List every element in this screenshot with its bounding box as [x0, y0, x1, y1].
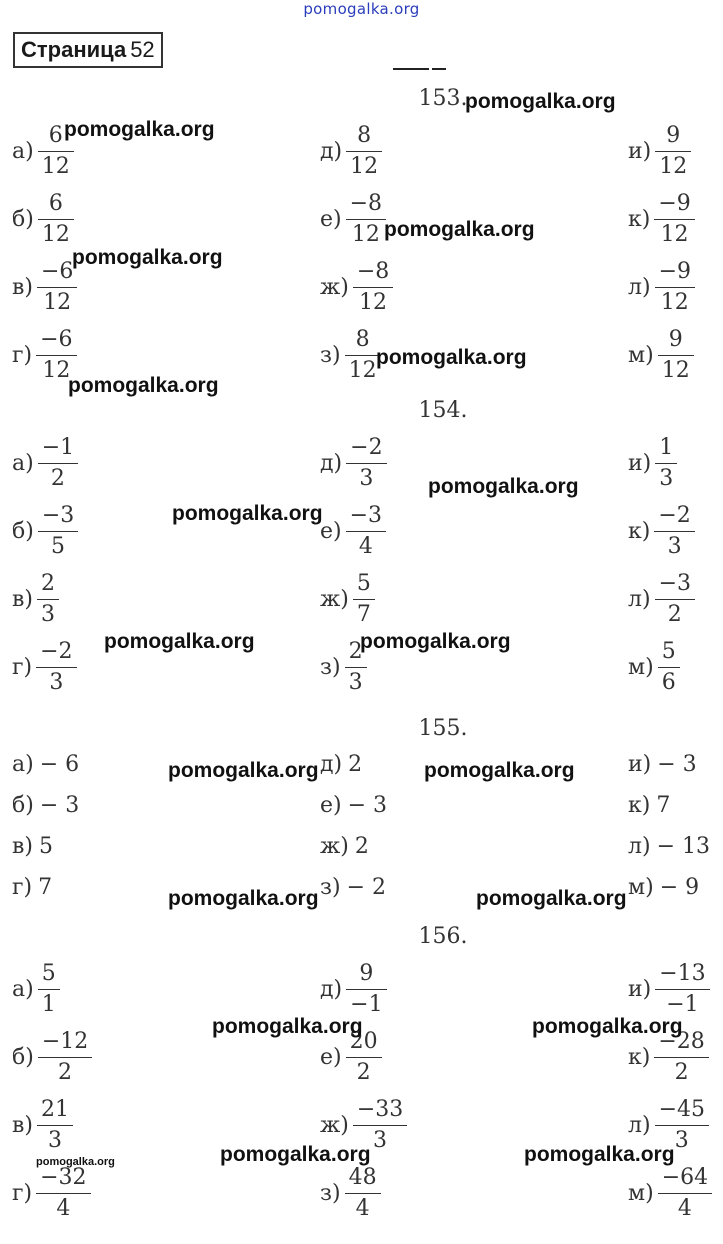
- answer-item: [628, 190, 695, 249]
- numerator: 5: [41, 961, 56, 986]
- numerator: 9: [668, 327, 683, 352]
- fraction: [38, 190, 74, 249]
- fraction: [658, 1164, 712, 1223]
- answer-item: [12, 793, 79, 818]
- denominator: 6: [658, 667, 680, 697]
- numerator: −1: [41, 435, 75, 460]
- answer-item: [12, 434, 78, 493]
- item-label: ж): [320, 587, 349, 612]
- fraction: [346, 502, 386, 561]
- answer-item: [12, 1028, 92, 1087]
- item-label: б): [12, 519, 34, 544]
- numerator: −12: [41, 1029, 89, 1054]
- numerator: 1: [659, 435, 674, 460]
- denominator: 12: [658, 355, 694, 385]
- numerator: −3: [41, 503, 75, 528]
- denominator: 1: [38, 989, 60, 1019]
- answer-item: [628, 638, 680, 697]
- answer-item: [628, 434, 677, 493]
- answer-item: [628, 960, 710, 1019]
- numerator: −3: [349, 503, 383, 528]
- watermark-small: pomogalka.org: [36, 1156, 115, 1168]
- answer-item: [320, 752, 362, 777]
- watermark: pomogalka.org: [72, 246, 223, 269]
- item-label: м): [628, 655, 654, 680]
- fraction: [36, 1164, 90, 1223]
- denominator: 2: [38, 463, 78, 493]
- numerator: −9: [658, 191, 691, 216]
- answer-value: − 13: [656, 834, 710, 859]
- answer-item: [320, 502, 386, 561]
- item-label: е): [320, 793, 342, 818]
- answer-item: [12, 638, 77, 697]
- item-label: и): [628, 139, 652, 164]
- answer-item: [320, 122, 382, 181]
- item-label: к): [628, 519, 651, 544]
- answer-item: [320, 570, 375, 629]
- denominator: 3: [655, 1125, 709, 1155]
- item-label: и): [628, 752, 652, 777]
- item-label: м): [628, 343, 654, 368]
- denominator: 3: [37, 599, 59, 629]
- answer-item: [628, 258, 695, 317]
- answer-item: [12, 326, 77, 385]
- denominator: 4: [36, 1193, 90, 1223]
- numerator: −2: [350, 435, 383, 460]
- item-label: а): [12, 752, 34, 777]
- answer-item: [12, 752, 79, 777]
- numerator: −6: [40, 327, 73, 352]
- fraction: [655, 434, 677, 493]
- page-header: [13, 32, 163, 68]
- denominator: 4: [658, 1193, 712, 1223]
- answer-item: [12, 1096, 73, 1155]
- item-label: а): [12, 977, 34, 1002]
- answer-item: [628, 793, 670, 818]
- item-label: м): [628, 1181, 654, 1206]
- watermark: pomogalka.org: [168, 887, 319, 910]
- item-label: д): [320, 139, 343, 164]
- fraction: [346, 122, 382, 181]
- fraction: [654, 502, 694, 561]
- watermark: pomogalka.org: [376, 346, 527, 369]
- page-number: 52: [130, 37, 155, 62]
- item-label: б): [12, 207, 34, 232]
- denominator: 12: [655, 151, 691, 181]
- numerator: 9: [666, 123, 681, 148]
- fraction: [655, 570, 695, 629]
- item-label: а): [12, 139, 34, 164]
- denominator: 12: [38, 219, 74, 249]
- watermark: pomogalka.org: [476, 887, 627, 910]
- answer-item: [320, 326, 381, 385]
- answer-item: [12, 258, 77, 317]
- item-label: в): [12, 1113, 33, 1138]
- numerator: −8: [349, 191, 383, 216]
- denominator: 3: [353, 1125, 407, 1155]
- fraction: [38, 502, 78, 561]
- item-label: з): [320, 655, 341, 680]
- answer-value: − 3: [657, 752, 697, 777]
- numerator: −2: [40, 639, 73, 664]
- watermark: pomogalka.org: [360, 630, 511, 653]
- watermark: pomogalka.org: [104, 630, 255, 653]
- item-label: к): [628, 1045, 651, 1070]
- item-label: з): [320, 875, 341, 900]
- item-label: е): [320, 207, 342, 232]
- answer-item: [628, 570, 695, 629]
- item-label: г): [12, 1181, 33, 1206]
- answer-value: 7: [38, 875, 53, 900]
- watermark: pomogalka.org: [64, 118, 215, 141]
- problem-title: 156.: [418, 924, 468, 949]
- watermark: pomogalka.org: [220, 1143, 371, 1166]
- answer-value: 7: [656, 793, 671, 818]
- answer-item: [12, 875, 52, 900]
- answer-item: [628, 122, 691, 181]
- denominator: −1: [346, 989, 386, 1019]
- watermark: pomogalka.org: [212, 1015, 363, 1038]
- divider-dash: [432, 68, 446, 70]
- denominator: 3: [37, 1125, 73, 1155]
- fraction: [353, 258, 393, 317]
- answer-item: [628, 752, 697, 777]
- item-label: в): [12, 834, 33, 859]
- denominator: 12: [655, 287, 695, 317]
- numerator: 6: [48, 191, 63, 216]
- item-label: к): [628, 207, 651, 232]
- denominator: 2: [38, 1057, 92, 1087]
- watermark: pomogalka.org: [532, 1015, 683, 1038]
- item-label: г): [12, 343, 33, 368]
- item-label: е): [320, 1045, 342, 1070]
- numerator: 6: [48, 123, 63, 148]
- denominator: −1: [655, 989, 709, 1019]
- site-watermark-top: pomogalka.org: [303, 0, 420, 18]
- fraction: [37, 1096, 73, 1155]
- numerator: −6: [40, 259, 74, 284]
- answer-item: [12, 190, 74, 249]
- problem-title: 153.: [418, 86, 468, 111]
- answer-value: 2: [354, 834, 369, 859]
- fraction: [655, 122, 691, 181]
- answer-value: − 3: [39, 793, 80, 818]
- denominator: 2: [346, 1057, 382, 1087]
- fraction: [353, 570, 375, 629]
- watermark: pomogalka.org: [465, 90, 616, 113]
- numerator: 2: [348, 639, 363, 664]
- answer-item: [628, 326, 694, 385]
- item-label: а): [12, 451, 34, 476]
- answer-item: [12, 834, 53, 859]
- fraction: [38, 434, 78, 493]
- answer-item: [12, 502, 78, 561]
- denominator: 3: [654, 531, 694, 561]
- denominator: 3: [36, 667, 76, 697]
- page-header-word: Страница: [21, 37, 127, 62]
- answer-item: [628, 1164, 712, 1223]
- numerator: −8: [356, 259, 390, 284]
- item-label: д): [320, 451, 343, 476]
- item-label: л): [628, 834, 651, 859]
- item-label: г): [12, 655, 33, 680]
- item-label: м): [628, 875, 654, 900]
- item-label: и): [628, 451, 652, 476]
- item-label: б): [12, 1045, 34, 1070]
- fraction: [36, 638, 76, 697]
- fraction: [37, 570, 59, 629]
- item-label: ж): [320, 275, 349, 300]
- watermark: pomogalka.org: [172, 502, 323, 525]
- denominator: 3: [346, 463, 386, 493]
- numerator: 21: [40, 1097, 69, 1122]
- denominator: 4: [345, 1193, 381, 1223]
- item-label: е): [320, 519, 342, 544]
- answer-item: [320, 834, 369, 859]
- denominator: 12: [38, 151, 74, 181]
- numerator: −13: [659, 961, 706, 986]
- denominator: 2: [654, 1057, 708, 1087]
- numerator: −28: [658, 1029, 705, 1054]
- numerator: −33: [356, 1097, 404, 1122]
- denominator: 3: [655, 463, 677, 493]
- answer-item: [320, 258, 393, 317]
- item-label: д): [320, 752, 343, 777]
- numerator: −2: [658, 503, 691, 528]
- numerator: 8: [357, 123, 372, 148]
- denominator: 5: [38, 531, 78, 561]
- answer-value: 2: [348, 752, 363, 777]
- problem-title: 155.: [418, 716, 468, 741]
- fraction: [658, 326, 694, 385]
- watermark: pomogalka.org: [68, 374, 219, 397]
- item-label: г): [12, 875, 33, 900]
- denominator: 12: [345, 355, 381, 385]
- denominator: 12: [36, 355, 76, 385]
- answer-item: [12, 960, 60, 1019]
- answer-item: [12, 570, 59, 629]
- numerator: −45: [658, 1097, 705, 1122]
- item-label: ж): [320, 834, 349, 859]
- item-label: з): [320, 343, 341, 368]
- item-label: в): [12, 587, 33, 612]
- item-label: ж): [320, 1113, 349, 1138]
- denominator: 12: [654, 219, 694, 249]
- numerator: 9: [359, 961, 374, 986]
- answer-value: 5: [38, 834, 53, 859]
- answer-value: − 6: [39, 752, 80, 777]
- answer-item: [320, 960, 387, 1019]
- numerator: 5: [356, 571, 371, 596]
- item-label: б): [12, 793, 34, 818]
- numerator: −9: [658, 259, 691, 284]
- denominator: 12: [353, 287, 393, 317]
- fraction: [346, 960, 386, 1019]
- item-label: к): [628, 793, 651, 818]
- answer-item: [320, 793, 387, 818]
- answer-item: [628, 875, 699, 900]
- watermark: pomogalka.org: [424, 759, 575, 782]
- answer-item: [628, 502, 695, 561]
- fraction: [346, 434, 386, 493]
- item-label: в): [12, 275, 33, 300]
- item-label: д): [320, 977, 343, 1002]
- fraction: [655, 258, 695, 317]
- numerator: −64: [661, 1165, 709, 1190]
- answer-value: − 9: [659, 875, 700, 900]
- fraction: [655, 960, 709, 1019]
- answer-value: − 2: [346, 875, 387, 900]
- watermark: pomogalka.org: [168, 759, 319, 782]
- denominator: 7: [353, 599, 375, 629]
- numerator: −3: [658, 571, 691, 596]
- numerator: 48: [348, 1165, 377, 1190]
- answer-item: [320, 1164, 381, 1223]
- answer-item: [12, 1164, 91, 1223]
- denominator: 12: [346, 219, 386, 249]
- item-label: л): [628, 587, 651, 612]
- watermark: pomogalka.org: [524, 1143, 675, 1166]
- watermark: pomogalka.org: [384, 218, 535, 241]
- item-label: л): [628, 275, 651, 300]
- answer-item: [320, 875, 386, 900]
- denominator: 2: [655, 599, 695, 629]
- fraction: [658, 638, 680, 697]
- answer-item: [320, 190, 386, 249]
- numerator: −32: [40, 1165, 87, 1190]
- denominator: 3: [345, 667, 367, 697]
- denominator: 12: [37, 287, 77, 317]
- item-label: и): [628, 977, 652, 1002]
- fraction: [654, 190, 694, 249]
- numerator: 2: [40, 571, 55, 596]
- numerator: 20: [349, 1029, 378, 1054]
- fraction: [345, 1164, 381, 1223]
- answer-value: − 3: [347, 793, 388, 818]
- numerator: 5: [661, 639, 676, 664]
- numerator: 8: [355, 327, 370, 352]
- item-label: з): [320, 1181, 341, 1206]
- fraction: [38, 960, 60, 1019]
- fraction: [346, 190, 386, 249]
- denominator: 4: [346, 531, 386, 561]
- fraction: [38, 1028, 92, 1087]
- item-label: л): [628, 1113, 651, 1138]
- watermark: pomogalka.org: [428, 475, 579, 498]
- denominator: 12: [346, 151, 382, 181]
- answer-item: [320, 434, 387, 493]
- problem-title: 154.: [418, 398, 468, 423]
- answer-item: [628, 834, 710, 859]
- divider-dash: [393, 68, 429, 70]
